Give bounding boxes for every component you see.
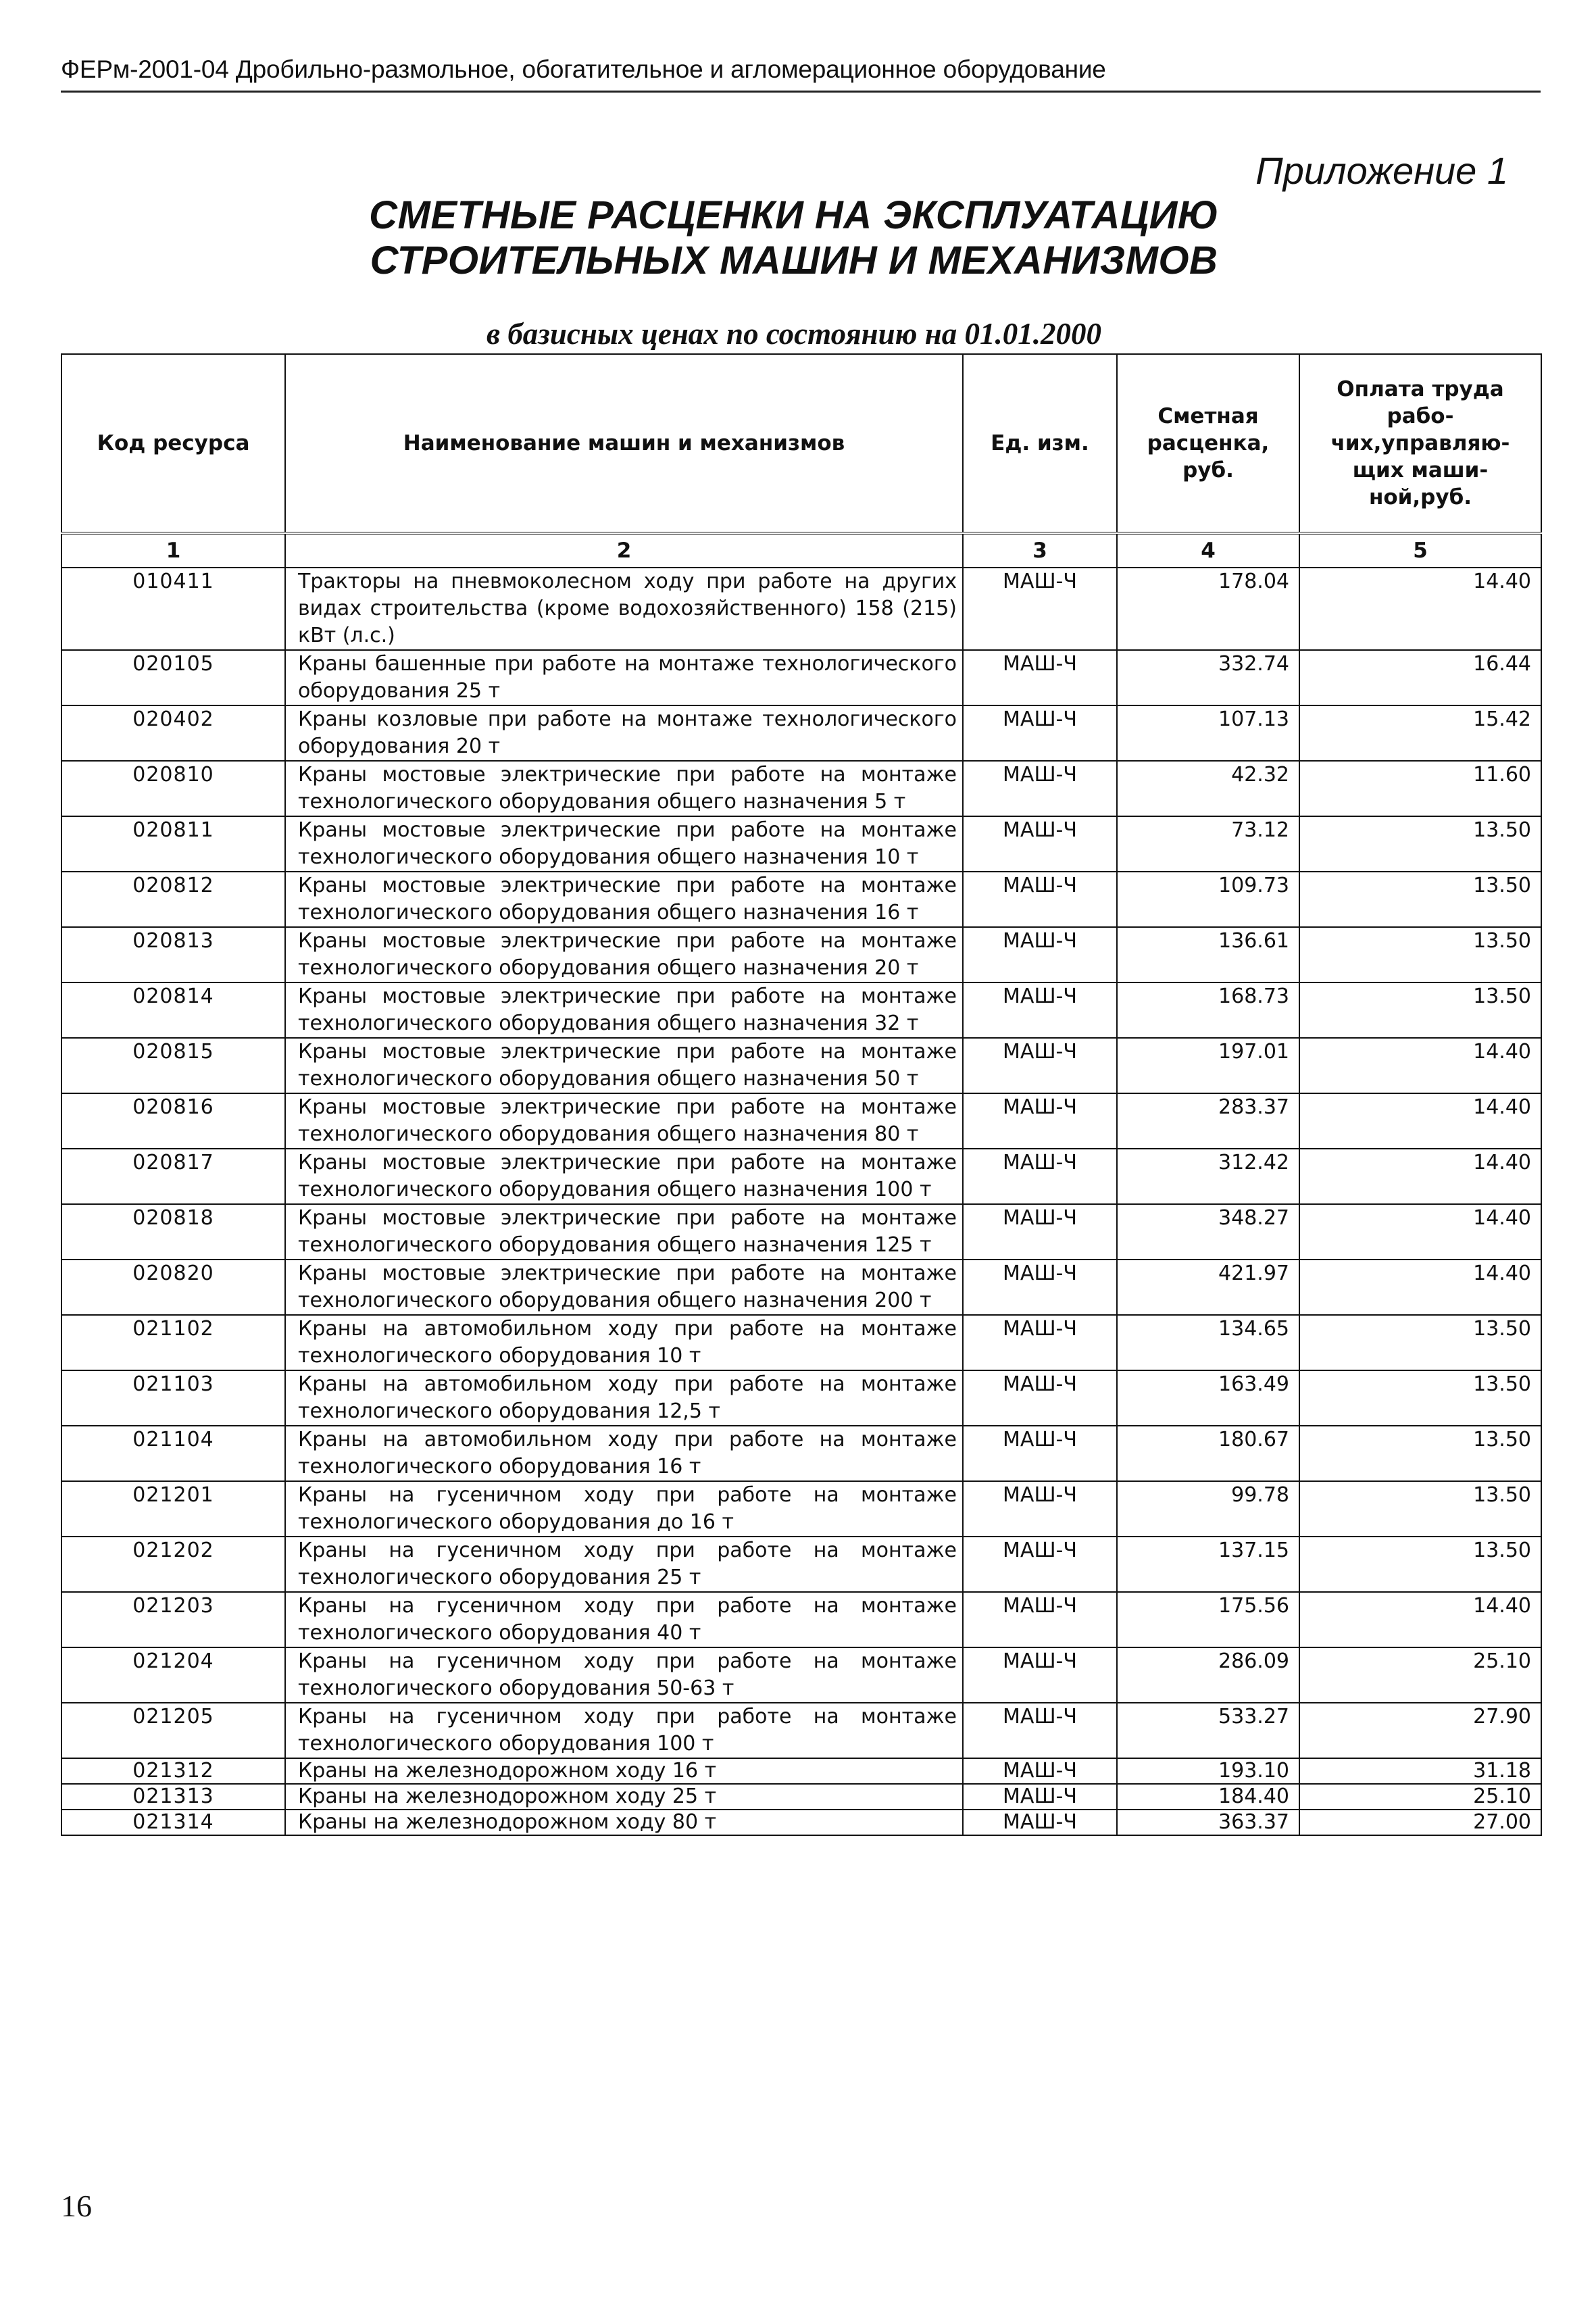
machine-name-cell: Краны мостовые электрические при работе на монтаже технологического оборудования общего назначения 125 т [285,1204,963,1260]
table-header-row [61,354,1541,533]
wage-cell: 13.50 [1299,1426,1541,1481]
machine-name-cell: Краны на автомобильном ходу при работе на монтаже технологического оборудования 12,5 т [285,1370,963,1426]
wage-cell: 13.50 [1299,927,1541,982]
table-row [61,650,1541,705]
machine-name-cell: Краны на железнодорожном ходу 16 т [285,1758,963,1784]
resource-code-cell: 020814 [61,982,285,1038]
column-header-unit: Ед. изм. [963,354,1117,533]
wage-cell: 31.18 [1299,1758,1541,1784]
rate-cell: 533.27 [1117,1703,1299,1758]
machine-name-cell: Краны мостовые электрические при работе на монтаже технологического оборудования общего назначения 80 т [285,1093,963,1149]
wage-cell: 25.10 [1299,1784,1541,1810]
resource-code-cell: 020810 [61,761,285,816]
table-row [61,872,1541,927]
resource-code-cell: 020813 [61,927,285,982]
resource-code-cell: 021103 [61,1370,285,1426]
rate-cell: 73.12 [1117,816,1299,872]
resource-code-cell: 020818 [61,1204,285,1260]
wage-cell: 14.40 [1299,1149,1541,1204]
resource-code-cell: 021205 [61,1703,285,1758]
unit-cell: МАШ-Ч [963,1038,1117,1093]
machine-name-cell: Краны мостовые электрические при работе на монтаже технологического оборудования общего назначения 10 т [285,816,963,872]
wage-cell: 13.50 [1299,816,1541,872]
wage-cell: 14.40 [1299,1093,1541,1149]
rate-cell: 163.49 [1117,1370,1299,1426]
machine-name-cell: Краны на гусеничном ходу при работе на монтаже технологического оборудования 25 т [285,1537,963,1592]
table-row [61,1260,1541,1315]
wage-cell: 11.60 [1299,761,1541,816]
table-row [61,927,1541,982]
unit-cell: МАШ-Ч [963,1703,1117,1758]
table-row [61,761,1541,816]
unit-cell: МАШ-Ч [963,927,1117,982]
unit-cell: МАШ-Ч [963,1370,1117,1426]
wage-cell: 25.10 [1299,1647,1541,1703]
page-number: 16 [61,2189,92,2223]
rate-cell: 107.13 [1117,705,1299,761]
machine-name-cell: Краны на гусеничном ходу при работе на монтаже технологического оборудования 40 т [285,1592,963,1647]
page-subtitle: в базисных ценах по состоянию на 01.01.2000 [487,317,1101,351]
table-row [61,816,1541,872]
resource-code-cell: 021314 [61,1810,285,1835]
column-number-row [61,533,1541,568]
rate-cell: 286.09 [1117,1647,1299,1703]
wage-cell: 13.50 [1299,1537,1541,1592]
resource-code-cell: 020812 [61,872,285,927]
wage-cell: 13.50 [1299,1370,1541,1426]
resource-code-cell: 021104 [61,1426,285,1481]
rate-cell: 99.78 [1117,1481,1299,1537]
machine-name-cell: Краны мостовые электрические при работе на монтаже технологического оборудования общего назначения 50 т [285,1038,963,1093]
page-title-line-2: СТРОИТЕЛЬНЫХ МАШИН И МЕХАНИЗМОВ [370,239,1218,282]
unit-cell: МАШ-Ч [963,872,1117,927]
machine-name-cell: Краны на железнодорожном ходу 80 т [285,1810,963,1835]
table-row [61,1093,1541,1149]
column-number: 5 [1299,533,1541,568]
column-number: 2 [285,533,963,568]
unit-cell: МАШ-Ч [963,1426,1117,1481]
resource-code-cell: 020105 [61,650,285,705]
machine-name-cell: Краны башенные при работе на монтаже технологического оборудования 25 т [285,650,963,705]
wage-cell: 27.90 [1299,1703,1541,1758]
resource-code-cell: 021313 [61,1784,285,1810]
rate-cell: 421.97 [1117,1260,1299,1315]
page-title-line-1: СМЕТНЫЕ РАСЦЕНКИ НА ЭКСПЛУАТАЦИЮ [369,193,1219,237]
wage-cell: 13.50 [1299,1481,1541,1537]
rate-cell: 178.04 [1117,568,1299,650]
table-row [61,1647,1541,1703]
resource-code-cell: 021202 [61,1537,285,1592]
table-row [61,1149,1541,1204]
machine-name-cell: Краны козловые при работе на монтаже технологического оборудования 20 т [285,705,963,761]
wage-cell: 13.50 [1299,982,1541,1038]
wage-cell: 13.50 [1299,1315,1541,1370]
machine-name-cell: Краны мостовые электрические при работе на монтаже технологического оборудования общего назначения 20 т [285,927,963,982]
rate-cell: 175.56 [1117,1592,1299,1647]
column-number: 4 [1117,533,1299,568]
resource-code-cell: 010411 [61,568,285,650]
header-rule [61,91,1541,93]
machine-name-cell: Краны мостовые электрические при работе на монтаже технологического оборудования общего назначения 100 т [285,1149,963,1204]
column-header-name: Наименование машин и механизмов [285,354,963,533]
wage-cell: 13.50 [1299,872,1541,927]
table-row [61,1592,1541,1647]
table-row [61,1810,1541,1835]
resource-code-cell: 021201 [61,1481,285,1537]
table-row [61,1481,1541,1537]
resource-code-cell: 020815 [61,1038,285,1093]
unit-cell: МАШ-Ч [963,705,1117,761]
machine-name-cell: Краны на автомобильном ходу при работе на монтаже технологического оборудования 16 т [285,1426,963,1481]
machine-name-cell: Краны мостовые электрические при работе на монтаже технологического оборудования общего назначения 16 т [285,872,963,927]
rate-cell: 134.65 [1117,1315,1299,1370]
unit-cell: МАШ-Ч [963,1647,1117,1703]
table-row [61,705,1541,761]
rate-cell: 312.42 [1117,1149,1299,1204]
rate-cell: 193.10 [1117,1758,1299,1784]
unit-cell: МАШ-Ч [963,1784,1117,1810]
unit-cell: МАШ-Ч [963,1481,1117,1537]
table-row [61,568,1541,650]
resource-code-cell: 020816 [61,1093,285,1149]
rate-cell: 363.37 [1117,1810,1299,1835]
machine-name-cell: Краны на гусеничном ходу при работе на монтаже технологического оборудования 100 т [285,1703,963,1758]
column-number: 3 [963,533,1117,568]
unit-cell: МАШ-Ч [963,1592,1117,1647]
table-row [61,982,1541,1038]
machine-name-cell: Краны на гусеничном ходу при работе на монтаже технологического оборудования 50-63 т [285,1647,963,1703]
table-row [61,1784,1541,1810]
rate-cell: 332.74 [1117,650,1299,705]
unit-cell: МАШ-Ч [963,982,1117,1038]
unit-cell: МАШ-Ч [963,816,1117,872]
rate-cell: 42.32 [1117,761,1299,816]
resource-code-cell: 020817 [61,1149,285,1204]
unit-cell: МАШ-Ч [963,1810,1117,1835]
rate-cell: 184.40 [1117,1784,1299,1810]
wage-cell: 15.42 [1299,705,1541,761]
wage-cell: 14.40 [1299,1038,1541,1093]
resource-code-cell: 020820 [61,1260,285,1315]
machine-name-cell: Краны на гусеничном ходу при работе на монтаже технологического оборудования до 16 т [285,1481,963,1537]
machine-name-cell: Краны мостовые электрические при работе на монтаже технологического оборудования общего назначения 5 т [285,761,963,816]
unit-cell: МАШ-Ч [963,1093,1117,1149]
table-row [61,1204,1541,1260]
table-body [61,568,1541,1835]
table-row [61,1315,1541,1370]
resource-code-cell: 021312 [61,1758,285,1784]
rate-cell: 348.27 [1117,1204,1299,1260]
column-header-code: Код ресурса [61,354,285,533]
resource-code-cell: 021204 [61,1647,285,1703]
rate-cell: 168.73 [1117,982,1299,1038]
rate-cell: 136.61 [1117,927,1299,982]
resource-code-cell: 020402 [61,705,285,761]
column-header-rate: Сметная расценка, руб. [1117,354,1299,533]
column-number: 1 [61,533,285,568]
wage-cell: 14.40 [1299,1204,1541,1260]
wage-cell: 16.44 [1299,650,1541,705]
unit-cell: МАШ-Ч [963,1537,1117,1592]
machine-name-cell: Краны мостовые электрические при работе на монтаже технологического оборудования общего назначения 32 т [285,982,963,1038]
rate-cell: 197.01 [1117,1038,1299,1093]
rate-cell: 137.15 [1117,1537,1299,1592]
resource-code-cell: 021102 [61,1315,285,1370]
machine-rates-table [61,353,1542,1836]
rate-cell: 283.37 [1117,1093,1299,1149]
wage-cell: 27.00 [1299,1810,1541,1835]
column-header-wage: Оплата труда рабо- чих,управляю- щих маши- ной,руб. [1299,354,1541,533]
resource-code-cell: 020811 [61,816,285,872]
appendix-label: Приложение 1 [1255,149,1508,192]
unit-cell: МАШ-Ч [963,1758,1117,1784]
machine-name-cell: Краны мостовые электрические при работе на монтаже технологического оборудования общего назначения 200 т [285,1260,963,1315]
wage-cell: 14.40 [1299,1592,1541,1647]
unit-cell: МАШ-Ч [963,1260,1117,1315]
unit-cell: МАШ-Ч [963,1149,1117,1204]
rate-cell: 109.73 [1117,872,1299,927]
table-row [61,1703,1541,1758]
wage-cell: 14.40 [1299,568,1541,650]
unit-cell: МАШ-Ч [963,1315,1117,1370]
wage-cell: 14.40 [1299,1260,1541,1315]
unit-cell: МАШ-Ч [963,568,1117,650]
resource-code-cell: 021203 [61,1592,285,1647]
machine-name-cell: Тракторы на пневмоколесном ходу при работе на других видах строительства (кроме водохозяйственного) 158 (215) кВт (л.с.) [285,568,963,650]
machine-name-cell: Краны на автомобильном ходу при работе на монтаже технологического оборудования 10 т [285,1315,963,1370]
table-row [61,1038,1541,1093]
table-row [61,1426,1541,1481]
machine-name-cell: Краны на железнодорожном ходу 25 т [285,1784,963,1810]
unit-cell: МАШ-Ч [963,761,1117,816]
table-row [61,1758,1541,1784]
unit-cell: МАШ-Ч [963,1204,1117,1260]
rate-cell: 180.67 [1117,1426,1299,1481]
table-row [61,1370,1541,1426]
running-header: ФЕРм-2001-04 Дробильно-размольное, обогатительное и агломерационное оборудование [61,55,1106,83]
unit-cell: МАШ-Ч [963,650,1117,705]
table-row [61,1537,1541,1592]
